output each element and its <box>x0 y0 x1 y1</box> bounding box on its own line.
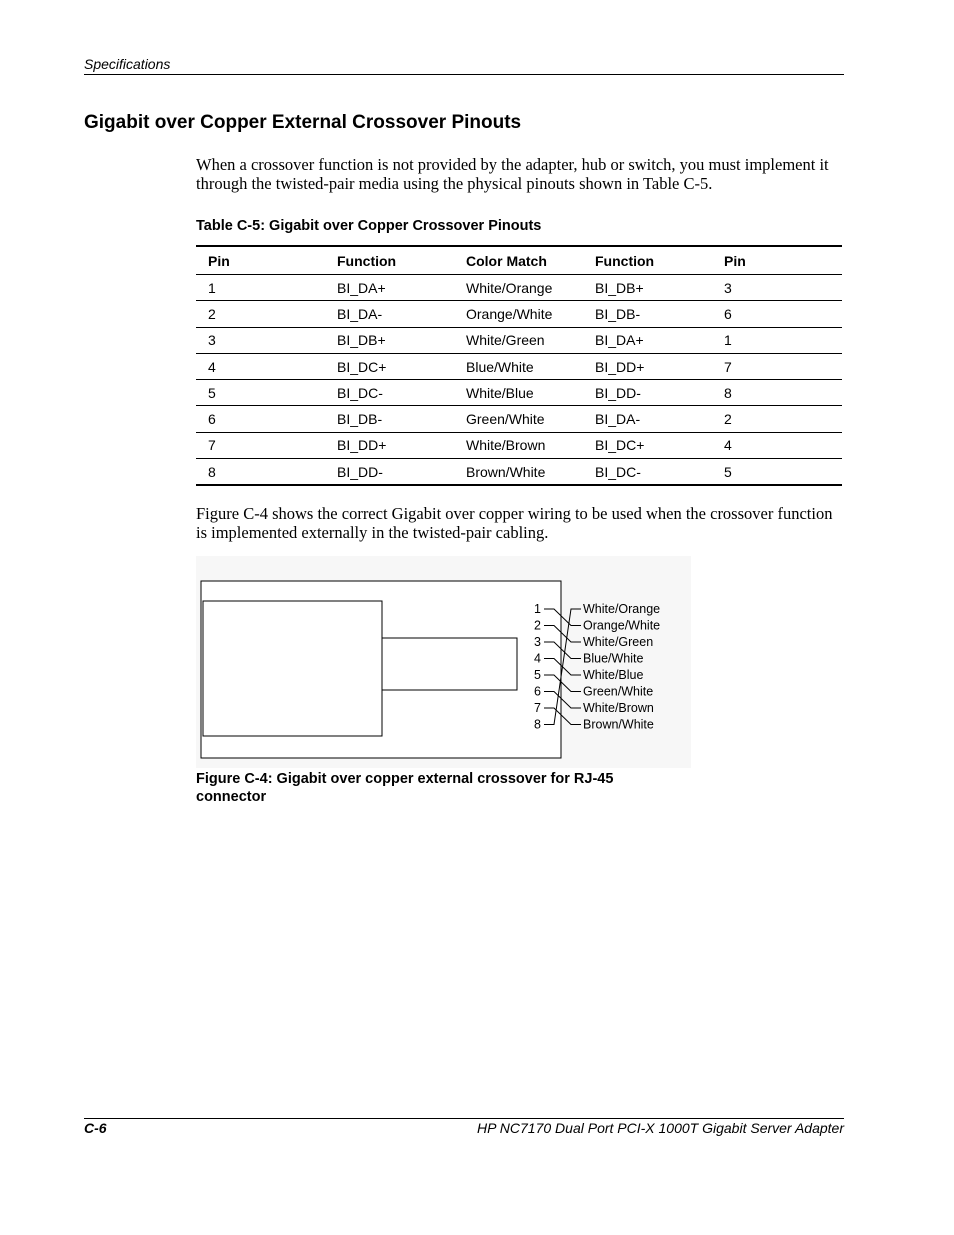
cell-color-match: White/Green <box>466 332 545 349</box>
wire-color-label: Orange/White <box>583 618 661 633</box>
wire-color-label: Brown/White <box>583 717 654 732</box>
pin-number-label: 4 <box>534 651 541 666</box>
header-function-right: Function <box>595 252 655 269</box>
cell-pin: 7 <box>724 358 732 375</box>
cell-function: BI_DA+ <box>595 332 644 349</box>
crossover-pinouts-table <box>196 245 842 486</box>
wire-color-label: White/Green <box>583 635 654 649</box>
cell-function: BI_DB+ <box>337 332 386 349</box>
table-row <box>196 459 842 486</box>
table-header-row <box>196 246 842 275</box>
cell-function: BI_DC- <box>337 384 383 401</box>
cell-function: BI_DD+ <box>337 437 387 454</box>
rj45-crossover-diagram <box>196 556 691 768</box>
header-pin-left: Pin <box>208 252 230 269</box>
connector-latch-tab <box>382 638 517 690</box>
table-row <box>196 301 842 327</box>
table-row <box>196 432 842 458</box>
cell-pin: 8 <box>208 463 216 480</box>
wire-color-label: White/Orange <box>583 602 661 616</box>
cell-pin: 7 <box>208 437 216 454</box>
cell-pin: 4 <box>724 437 732 454</box>
cell-function: BI_DD- <box>337 463 383 480</box>
wire-color-label: White/Blue <box>583 668 644 682</box>
footer-page-number: C-6 <box>84 1120 107 1136</box>
wire-color-label: Blue/White <box>583 651 644 666</box>
cell-pin: 6 <box>724 305 732 322</box>
cell-function: BI_DA- <box>337 305 383 322</box>
cell-pin: 5 <box>208 384 216 401</box>
cell-color-match: Orange/White <box>466 305 553 322</box>
header-function-left: Function <box>337 252 397 269</box>
cell-function: BI_DC+ <box>337 358 387 375</box>
cell-pin: 1 <box>208 279 216 296</box>
table-row <box>196 380 842 406</box>
section-title: Gigabit over Copper External Crossover Pinouts <box>84 112 522 133</box>
cell-color-match: White/Orange <box>466 279 553 296</box>
cell-function: BI_DB- <box>337 411 383 428</box>
cell-pin: 3 <box>724 279 732 296</box>
cell-pin: 6 <box>208 411 216 428</box>
cell-color-match: White/Brown <box>466 437 546 454</box>
table-row <box>196 353 842 379</box>
pin-number-label: 1 <box>534 602 541 616</box>
table-row <box>196 275 842 301</box>
header-pin-right: Pin <box>724 252 746 269</box>
cell-function: BI_DD+ <box>595 358 645 375</box>
cell-function: BI_DC- <box>595 463 641 480</box>
cell-pin: 8 <box>724 384 732 401</box>
running-header-section: Specifications <box>84 56 171 72</box>
cell-pin: 3 <box>208 332 216 349</box>
cell-pin: 5 <box>724 463 732 480</box>
cell-pin: 2 <box>724 411 732 428</box>
table-row <box>196 327 842 353</box>
cell-function: BI_DD- <box>595 384 641 401</box>
cell-pin: 1 <box>724 332 732 349</box>
cell-function: BI_DB+ <box>595 279 644 296</box>
cell-function: BI_DC+ <box>595 437 645 454</box>
pin-number-label: 2 <box>534 618 541 633</box>
wire-color-label: Green/White <box>583 684 654 699</box>
header-color-match: Color Match <box>466 252 547 269</box>
pin-number-label: 6 <box>534 684 541 699</box>
footer-document-title: HP NC7170 Dual Port PCI-X 1000T Gigabit Server Adapter <box>476 1120 844 1136</box>
connector-housing-block <box>203 601 382 736</box>
cell-function: BI_DA+ <box>337 279 386 296</box>
cell-color-match: White/Blue <box>466 384 534 401</box>
header-rule <box>84 74 844 75</box>
cell-pin: 2 <box>208 305 216 322</box>
wire-color-label: White/Brown <box>583 701 654 715</box>
table-caption: Table C-5: Gigabit over Copper Crossover Pinouts <box>196 218 542 234</box>
cell-color-match: Blue/White <box>466 358 534 375</box>
cell-pin: 4 <box>208 358 216 375</box>
cell-function: BI_DA- <box>595 411 641 428</box>
footer-rule <box>84 1118 844 1119</box>
cell-function: BI_DB- <box>595 305 641 322</box>
pin-number-label: 7 <box>534 701 541 715</box>
figure-caption: Figure C-4: Gigabit over copper external crossover for RJ-45 connector <box>196 771 614 805</box>
table-row <box>196 406 842 432</box>
figure-intro-paragraph: Figure C-4 shows the correct Gigabit over copper wiring to be used when the crossover function is implemented externally in the twisted-pair cabling. <box>196 504 833 542</box>
cell-color-match: Brown/White <box>466 463 546 480</box>
intro-paragraph: When a crossover function is not provided by the adapter, hub or switch, you must implement it through the twisted-pair media using the physical pinouts shown in Table C-5. <box>196 155 829 193</box>
cell-color-match: Green/White <box>466 411 545 428</box>
pin-number-label: 5 <box>534 668 541 682</box>
pin-number-label: 3 <box>534 635 541 649</box>
pin-number-label: 8 <box>534 717 541 732</box>
